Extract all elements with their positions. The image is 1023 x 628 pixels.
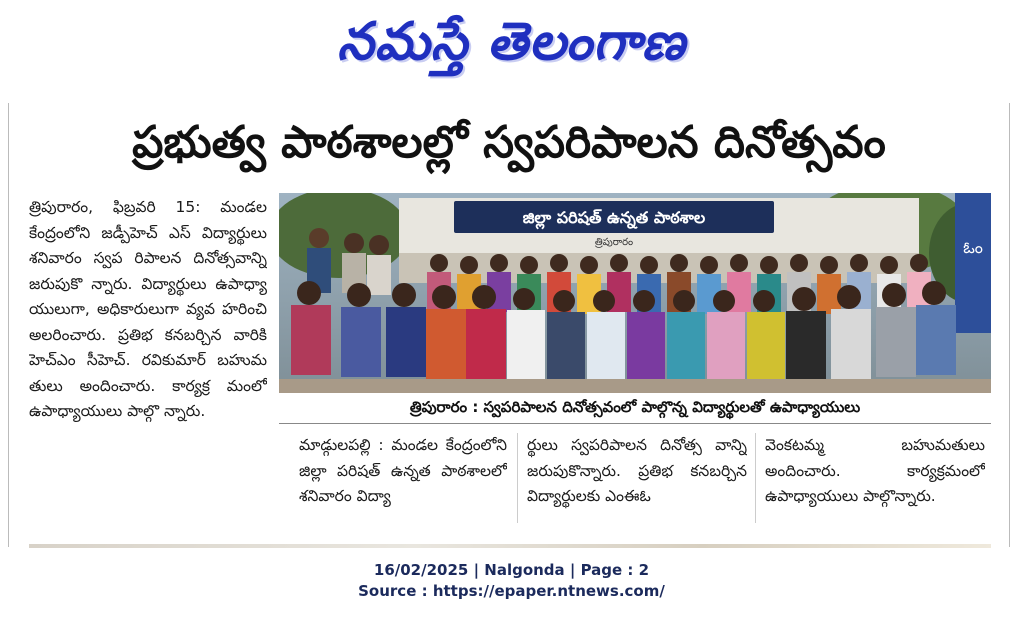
group-photo-illustration xyxy=(279,193,991,393)
newspaper-title: నమస్తే తెలంగాణ xyxy=(337,12,686,72)
article-bottom-column-3: వెంకటమ్మ బహుమతులు అందించారు. కార్యక్రమంలో ఉపాధ్యాయులు పాల్గొన్నారు. xyxy=(765,436,985,505)
edition-info: 16/02/2025 | Nalgonda | Page : 2 xyxy=(373,561,650,579)
next-article-edge xyxy=(29,544,991,548)
article-left-column: త్రిపురారం, ఫిబ్రవరి 15: మండల కేంద్రంలోని జడ్పీహెచ్ ఎస్ విద్యార్థులు శనివారం స్వప రిపాలన దినోత్సవాన్ని జరుపుకొ న్నారు. విద్యార్థులు ఉపాధ్యా యులుగా, అధికారులుగా వ్యవ హరించి అలరించారు. ప్రతిభ కనబర్చిన వారికి హెచ్ఎం సీహెచ్. రవికుమార్ బహుమ తులు అందించారు. కార్యక్ర మంలో ఉపాధ్యాయులు పాల్గొ న్నారు. xyxy=(29,198,267,420)
article-bottom-column-1: మాడ్గులపల్లి : మండల కేంద్రంలోని జిల్లా పరిషత్ ఉన్నత పాఠశాలలో శనివారం విద్యా xyxy=(299,436,507,505)
school-banner-subtext: త్రిపురారం xyxy=(594,237,634,248)
school-banner-text: జిల్లా పరిషత్ ఉన్నత పాఠశాల xyxy=(522,208,706,227)
article-bottom-column-2: ర్థులు స్వపరిపాలన దినోత్స వాన్ని జరుపుకొన్నారు. ప్రతిభ కనబర్చిన విద్యార్థులకు ఎంఈఓ xyxy=(527,436,747,505)
source-link[interactable]: Source : https://epaper.ntnews.com/ xyxy=(358,582,665,600)
photo-caption: త్రిపురారం : స్వపరిపాలన దినోత్సవంలో పాల్గొన్న విద్యార్థులతో ఉపాధ్యాయులు xyxy=(279,393,991,424)
masthead xyxy=(0,6,1023,78)
article-photo xyxy=(279,193,991,393)
page-footer xyxy=(0,560,1023,602)
news-clipping xyxy=(8,103,1010,547)
pillar-text: ఓం xyxy=(963,238,983,257)
article-headline: ప్రభుత్వ పాఠశాలల్లో స్వపరిపాలన దినోత్సవం xyxy=(132,117,886,168)
column-divider xyxy=(755,433,756,523)
column-divider xyxy=(517,433,518,523)
